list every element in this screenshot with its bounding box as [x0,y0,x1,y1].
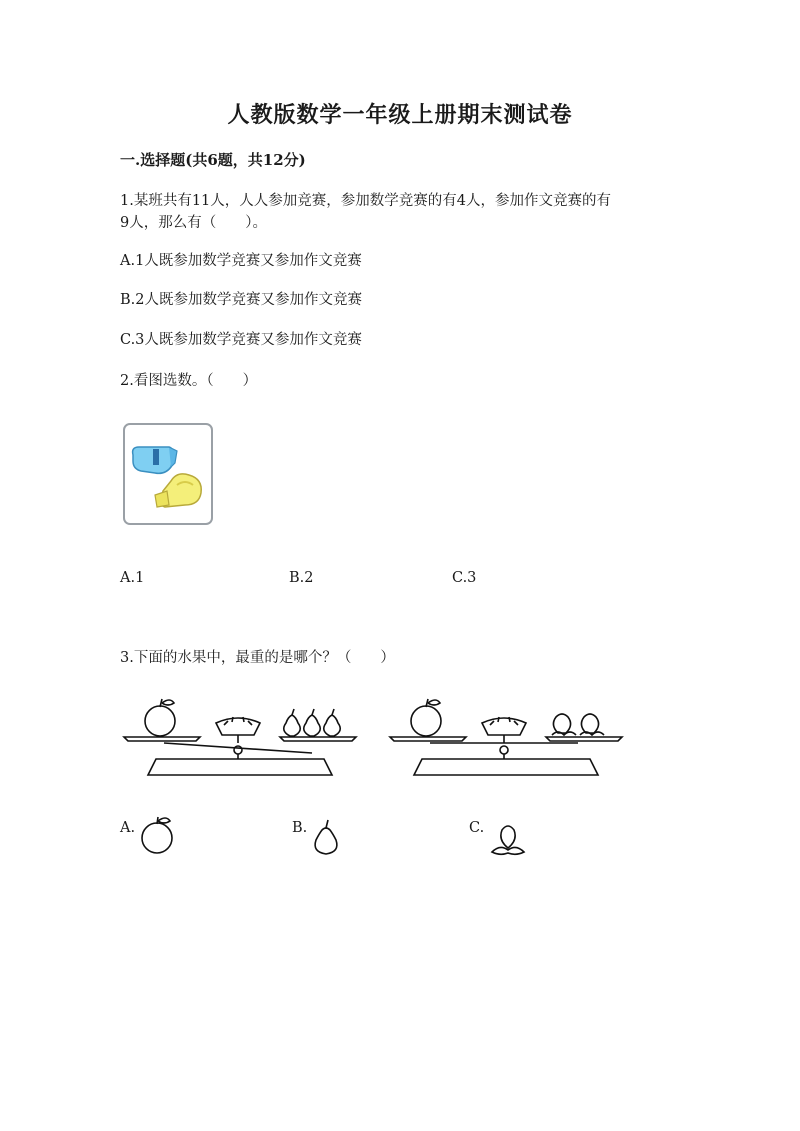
q2-option-a[interactable]: A.1 [120,570,145,586]
peach-icon[interactable] [486,818,530,858]
balance-scale-apple-peaches-icon [386,695,626,780]
q1-option-c[interactable]: C.3人既参加数学竞赛又参加作文竞赛 [120,332,362,348]
pear-icon[interactable] [308,816,344,858]
q1-stem-line1: 1.某班共有11人，人人参加竞赛，参加数学竞赛的有4人，参加作文竞赛的有 [120,193,612,209]
q3-option-b-label[interactable]: B. [292,820,308,836]
q1-option-b[interactable]: B.2人既参加数学竞赛又参加作文竞赛 [120,292,362,308]
q3-option-a-label[interactable]: A. [120,820,136,836]
page-title: 人教版数学一年级上册期末测试卷 [227,102,573,128]
whistles-picture [123,423,213,525]
section-heading: 一.选择题(共6题，共12分) [120,151,306,169]
apple-icon[interactable] [136,814,182,856]
q3-option-c-label[interactable]: C. [469,820,485,836]
balance-scale-apple-pears-icon [120,695,360,780]
whistles-icon [125,425,211,523]
q1-option-a[interactable]: A.1人既参加数学竞赛又参加作文竞赛 [120,253,362,269]
q2-option-b[interactable]: B.2 [289,570,314,586]
q1-stem-line2: 9人，那么有（ ）。 [120,215,267,231]
q2-stem: 2.看图选数。（ ） [120,373,258,389]
q2-option-c[interactable]: C.3 [452,570,477,586]
q3-stem: 3.下面的水果中，最重的是哪个？（ ） [120,650,395,666]
